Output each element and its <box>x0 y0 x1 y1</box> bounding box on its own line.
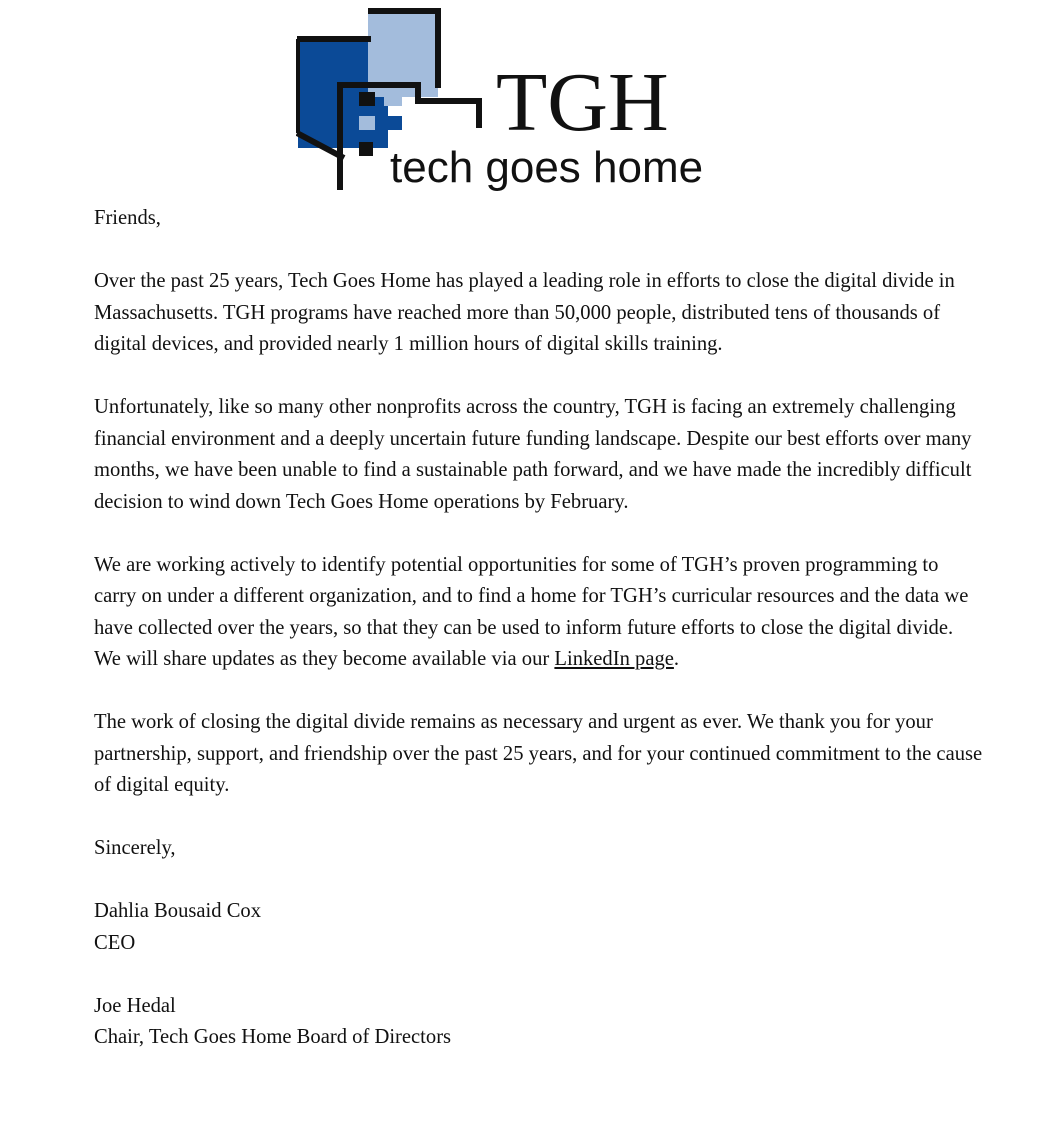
linkedin-page-link[interactable]: LinkedIn page <box>554 648 674 670</box>
paragraph-thanks: The work of closing the digital divide remains as necessary and urgent as ever. We thank you for your partnership, support, and friendship over the past 25 years, and for your continued commitment to the cause of digital equity. <box>94 711 983 796</box>
logo-graphic <box>296 8 726 192</box>
greeting: Friends, <box>94 207 161 229</box>
signer-2-title: Chair, Tech Goes Home Board of Directors <box>94 1026 452 1048</box>
closing: Sincerely, <box>94 837 176 859</box>
paragraph-transition-end: . <box>673 648 680 670</box>
paragraph-history: Over the past 25 years, Tech Goes Home has played a leading role in efforts to close the digital divide in Massachusetts. TGH programs have reached more than 50,000 people, distributed tens of thousands of digital devices, and provided nearly 1 million hours of digital skills training. <box>94 270 955 355</box>
signer-2-name: Joe Hedal <box>94 994 176 1017</box>
paragraph-transition <box>94 550 984 676</box>
paragraph-wind-down: Unfortunately, like so many other nonprofits across the country, TGH is facing an extremely challenging financial environment and a deeply uncertain future funding landscape. Despite our best efforts over many months, we have been unable to find a sustainable path forward, and we have made the incredibly difficult decision to wind down Tech Goes Home operations by February. <box>94 396 972 513</box>
paragraph-transition-text: We are working actively to identify potential opportunities for some of TGH’s proven programming to carry on under a different organization, and to find a home for TGH’s curricular resources and the data we have collected over the years, so that they can be used to inform future efforts to close the digital divide. We will share updates as they become available via our <box>94 553 969 670</box>
signature-chair <box>94 991 984 1054</box>
tgh-logo <box>296 8 726 192</box>
signature-ceo <box>94 896 984 959</box>
logo-tagline-text: tech goes home <box>390 143 704 192</box>
letter-body <box>94 203 984 1085</box>
logo-window-4 <box>384 116 402 130</box>
logo-window-2 <box>384 92 402 106</box>
logo-window-5 <box>359 142 373 156</box>
logo-window-3 <box>359 116 375 130</box>
signer-1-title: CEO <box>94 931 136 954</box>
logo-brand-text: TGH <box>496 56 669 149</box>
signer-1-name: Dahlia Bousaid Cox <box>94 900 262 922</box>
logo-window-1 <box>359 92 375 106</box>
